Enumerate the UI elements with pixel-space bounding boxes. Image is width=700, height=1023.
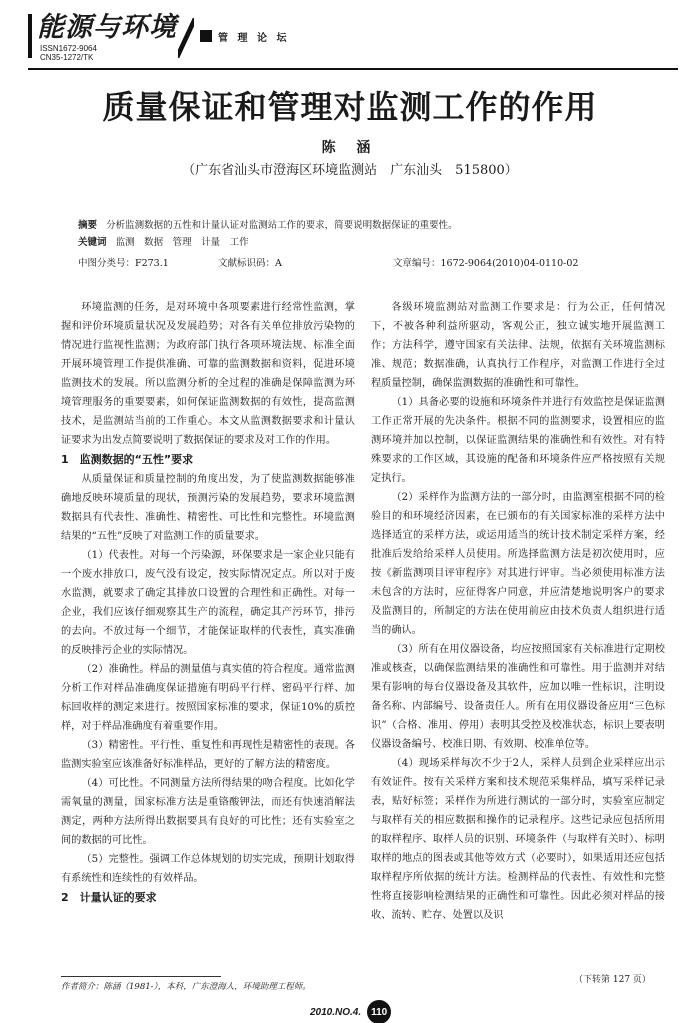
classification-line [78,257,638,271]
article-number: 文章编号：1672-9064(2010)04-0110-02 [393,258,579,269]
article-title: 质量保证和管理对监测工作的作用 [102,88,598,126]
paragraph: 环境监测的任务，是对环境中各项要素进行经常性监测，掌握和评价环境质量状况及发展趋势；对各有关单位排放污染物的情况进行监视性监测；为政府部门执行各项环境法规、标准全面开展环境管理工作提供准确、可靠的监测数据和资料，促进环境监测技术的发展。所以监测分析的全过程的准确是保障监测为环境管理服务的重要要素，如何保证监测数据的有效性，提高监测技术，是监测站当前的工作重心。本文从监测数据要求和计量认证要求为出发点简要说明了数据保证的要求及对工作的作用。 [61,302,355,446]
section-label [200,26,289,46]
section-name: 管 理 论 坛 [218,32,290,44]
section-heading: 1 监测数据的“五性”要求 [61,453,194,466]
continued-note: （下转第 127 页） [574,975,651,985]
right-column [371,298,665,925]
paragraph: （5）完整性。强调工作总体规划的切实完成，预期计划取得有系统性和连续性的有效样品。 [61,854,355,884]
footnote-rule [61,976,221,977]
paragraph: （4）可比性。不同测量方法所得结果的吻合程度。比如化学需氧量的测量，国家标准方法是重铬酸钾法，而还有快速消解法测定，两种方法所得出数据要具有良好的可比性；还有实验室之间的数据的可比性。 [61,778,355,846]
paragraph: （2）采样作为监测方法的一部分时，由监测室根据不同的检验目的和环境经济因素，在已颁布的有关国家标准的采样方法中选择适宜的采样方法，或运用适当的统计技术制定采样方案，经批准后发给给采样人员使用。所选择监测方法是初次使用时，应按《新监测项目评审程序》对其进行评审。当必须使用标准方法未包含的方法时，应征得客户同意，并应清楚地说明客户的要求及监测目的，所制定的方法在使用前应由技术负责人组织进行适当的确认。 [371,492,665,636]
section-square-icon [200,30,212,42]
article-author: 陈 涵 [321,140,379,156]
paragraph: （1）代表性。对每一个污染源，环保要求是一家企业只能有一个废水排放口，废气没有设定，按实际情况定点。所以对于废水监测，就要求了确定其排放口设置的合理性和正确性。对每一企业，我们应该仔细观察其生产的流程，确定其产污环节，排污的去向。不放过每一个细节，才能保证取样的代表性，真实准确的反映排污企业的实际情况。 [61,550,355,656]
journal-cn: CN35-1272/TK [40,53,94,62]
paragraph: 各级环境监测站对监测工作要求是：行为公正，任何情况下，不被各种利益所驱动，客观公正，独立诚实地开展监测工作；方法科学，遵守国家有关法律、法规，依据有关环境监测标准、规范；数据准确，认真执行工作程序，对监测工作进行全过程质量控制，确保监测数据的准确性和可靠性。 [371,302,665,389]
journal-codes [40,44,97,62]
section-heading: 2 计量认证的要求 [61,891,157,904]
journal-header [28,14,678,74]
document-code: 文献标识码：A [218,258,282,269]
keywords-text: 监测 数据 管理 计量 工作 [115,237,249,248]
header-slash [178,18,194,58]
page-number: 110 [367,1000,391,1023]
abstract-label: 摘要 [78,220,98,231]
journal-name: 能源与环境 [37,12,177,43]
issue-label: 2010.NO.4. [310,1006,362,1018]
paragraph: 从质量保证和质量控制的角度出发，为了使监测数据能够准确地反映环境质量的现状，预测污染的发展趋势，要求环境监测数据具有代表性、准确性、精密性、可比性和完整性。环境监测结果的“五性”反映了对监测工作的质量要求。 [61,474,355,542]
author-affiliation: （广东省汕头市澄海区环境监测站 广东汕头 515800） [182,163,518,178]
logo-bar [28,14,32,58]
class-number: 中图分类号：F273.1 [78,258,169,269]
author-footnote: 作者简介：陈涵（1981-），本科，广东澄海人，环境助理工程师。 [61,982,311,992]
abstract [78,219,638,233]
header-rule [28,68,678,70]
keywords-label: 关键词 [78,237,107,248]
keywords [78,236,638,250]
paragraph: （3）精密性。平行性、重复性和再现性是精密性的表现。各监测实验室应该准备好标准样品，更好的了解方法的精密度。 [61,740,355,770]
journal-issn: ISSN1672-9064 [40,44,97,53]
paragraph: （4）现场采样每次不少于2人，采样人员到企业采样应出示有效证件。按有关采样方案和技术规范采集样品，填写采样记录表，贴好标签；采样作为所进行测试的一部分时，实验室应制定与取样有关的相应数据和操作的记录程序。这些记录应包括所用的取样程序、取样人员的识别、环境条件（与取样有关时）、标明取样的地点的图表或其他等效方式（必要时），如果适用还应包括取样程序所依据的统计方法。检测样品的代表性、有效性和完整性将直接影响检测结果的正确性和可靠性。因此必须对样品的接收、流转、贮存、处置以及识 [371,758,665,921]
paragraph: （1）具备必要的设施和环境条件并进行有效监控是保证监测工作正常开展的先决条件。根据不同的监测要求，设置相应的监测环境并加以控制，以保证监测结果的准确性和有效性。对有特殊要求的工作区域，其设施的配备和环境条件应严格按照有关规定执行。 [371,397,665,484]
abstract-text: 分析监测数据的五性和计量认证对监测站工作的要求，简要说明数据保证的重要性。 [106,220,458,231]
left-column [61,298,355,908]
paragraph: （2）准确性。样品的测量值与真实值的符合程度。通常监测分析工作对样品准确度保证措施有明码平行样、密码平行样、加标回收样的测定来进行。按照国家标准的要求，保证10%的质控样，对于样品准确度有着重要作用。 [61,664,355,732]
paragraph: （3）所有在用仪器设备，均应按照国家有关标准进行定期校准或核查，以确保监测结果的准确性和可靠性。用于监测并对结果有影响的每台仪器设备及其软件，应加以唯一性标识，注明设备名称、内部编号、设备责任人。所有在用仪器设备应用“三色标识”（合格、准用、停用）表明其受控及校准状态，标识上要表明仪器设备编号、校准日期、有效期、校准单位等。 [371,644,665,750]
page-folio [310,1000,391,1023]
